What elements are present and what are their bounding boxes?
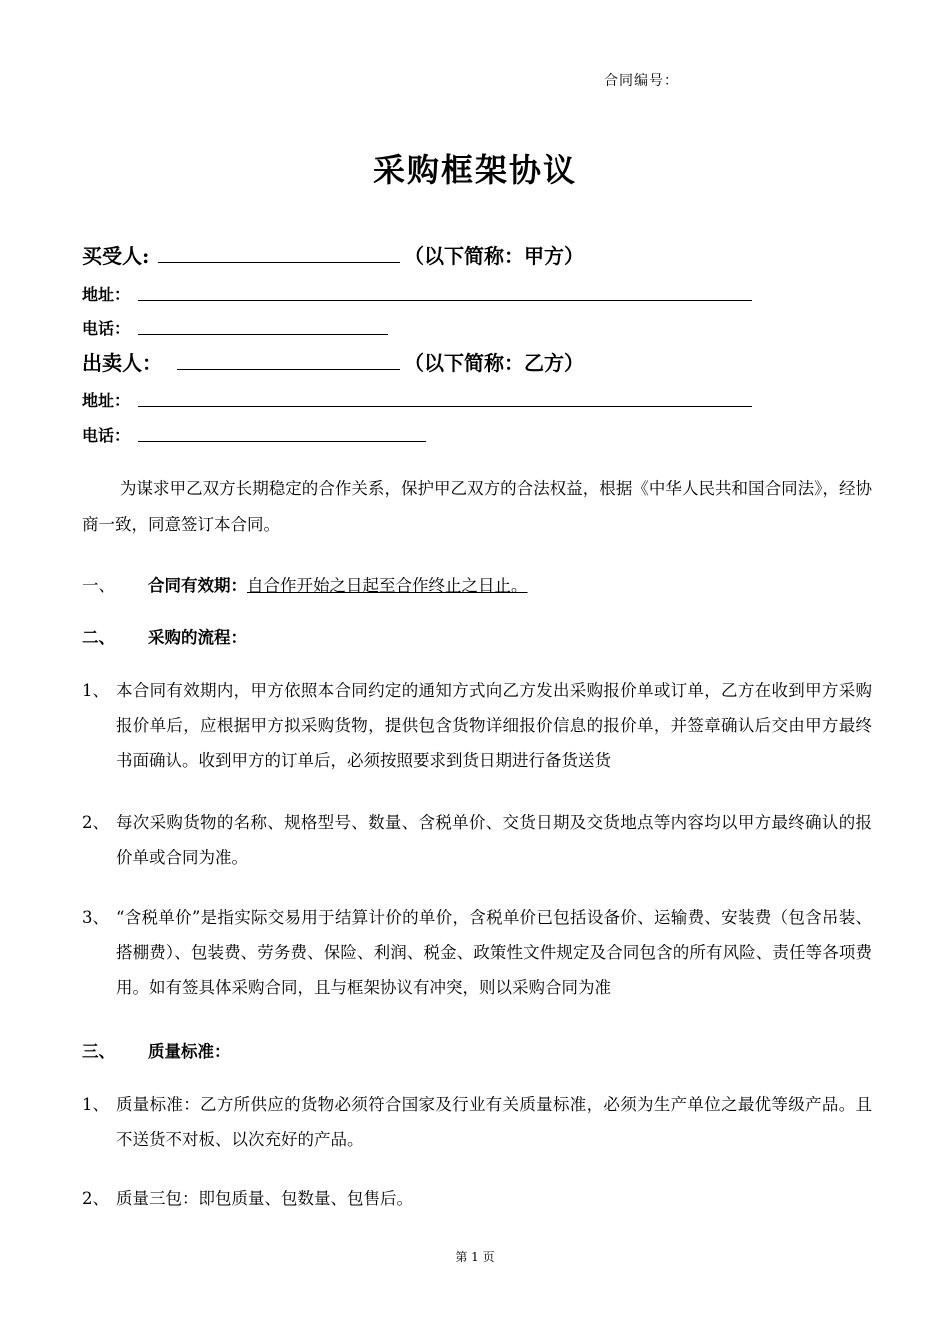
seller-address-label: 地址： (82, 391, 131, 410)
quality-item-1-number: 1、 (82, 1095, 109, 1114)
buyer-phone-field[interactable] (138, 314, 388, 335)
section-1-value: 自合作开始之日起至合作终止之日止。 (247, 576, 528, 595)
buyer-phone-label: 电话： (82, 319, 131, 338)
document-title: 采购框架协议 (372, 151, 577, 189)
quality-item-2-text: 质量三包：即包质量、包数量、包售后。 (116, 1189, 413, 1208)
quality-item-2 (82, 1181, 872, 1216)
seller-phone-label: 电话： (82, 426, 131, 445)
buyer-name-field[interactable] (158, 238, 400, 263)
seller-name-field[interactable] (177, 345, 400, 370)
buyer-address-field[interactable] (138, 280, 752, 301)
seller-alias: （以下简称：乙方） (404, 351, 584, 375)
quality-item-2-number: 2、 (82, 1189, 109, 1208)
procurement-item-1-text: 本合同有效期内，甲方依照本合同约定的通知方式向乙方发出采购报价单或订单，乙方在收到甲方采购报价单后，应根据甲方拟采购货物，提供包含货物详细报价信息的报价单，并签章确认后交由甲方最终书面确认。收到甲方的订单后，必须按照要求到货日期进行备货送货 (116, 681, 872, 770)
buyer-alias: （以下简称：甲方） (404, 244, 584, 268)
section-1-heading (82, 572, 528, 596)
quality-item-1 (82, 1087, 872, 1157)
page-number: 第 1 页 (455, 1250, 495, 1264)
procurement-item-3-number: 3、 (82, 908, 109, 927)
seller-label: 出卖人： (82, 351, 162, 375)
section-1-number: 一、 (82, 576, 115, 595)
seller-address-field[interactable] (138, 386, 752, 407)
buyer-label: 买受人: (82, 244, 150, 268)
buyer-address-label: 地址： (82, 285, 131, 304)
procurement-item-3-text: “含税单价”是指实际交易用于结算计价的单价，含税单价已包括设备价、运输费、安装费（包含吊装、搭棚费）、包装费、劳务费、保险、利润、税金、政策性文件规定及合同包含的所有风险、责任等各项费用。如有签具体采购合同，且与框架协议有冲突，则以采购合同为准 (116, 908, 872, 997)
contract-number-label: 合同编号： (604, 73, 679, 89)
section-3-number: 三、 (82, 1042, 115, 1061)
quality-item-1-text: 质量标准：乙方所供应的货物必须符合国家及行业有关质量标准，必须为生产单位之最优等级产品。且不送货不对板、以次充好的产品。 (116, 1095, 872, 1149)
procurement-item-1 (82, 673, 872, 778)
section-2-heading (82, 624, 247, 648)
section-3-heading (82, 1038, 231, 1062)
section-1-title: 合同有效期： (148, 576, 247, 595)
section-3-title: 质量标准： (148, 1042, 231, 1061)
seller-phone-field[interactable] (138, 421, 426, 442)
intro-paragraph: 为谋求甲乙双方长期稳定的合作关系，保护甲乙双方的合法权益，根据《中华人民共和国合同法》，经协商一致，同意签订本合同。 (82, 479, 872, 534)
section-2-title: 采购的流程： (148, 628, 247, 647)
procurement-item-2 (82, 805, 872, 875)
procurement-item-2-text: 每次采购货物的名称、规格型号、数量、含税单价、交货日期及交货地点等内容均以甲方最终确认的报价单或合同为准。 (116, 813, 872, 867)
procurement-item-1-number: 1、 (82, 681, 109, 700)
procurement-item-2-number: 2、 (82, 813, 109, 832)
procurement-item-3 (82, 900, 872, 1005)
section-2-number: 二、 (82, 628, 115, 647)
